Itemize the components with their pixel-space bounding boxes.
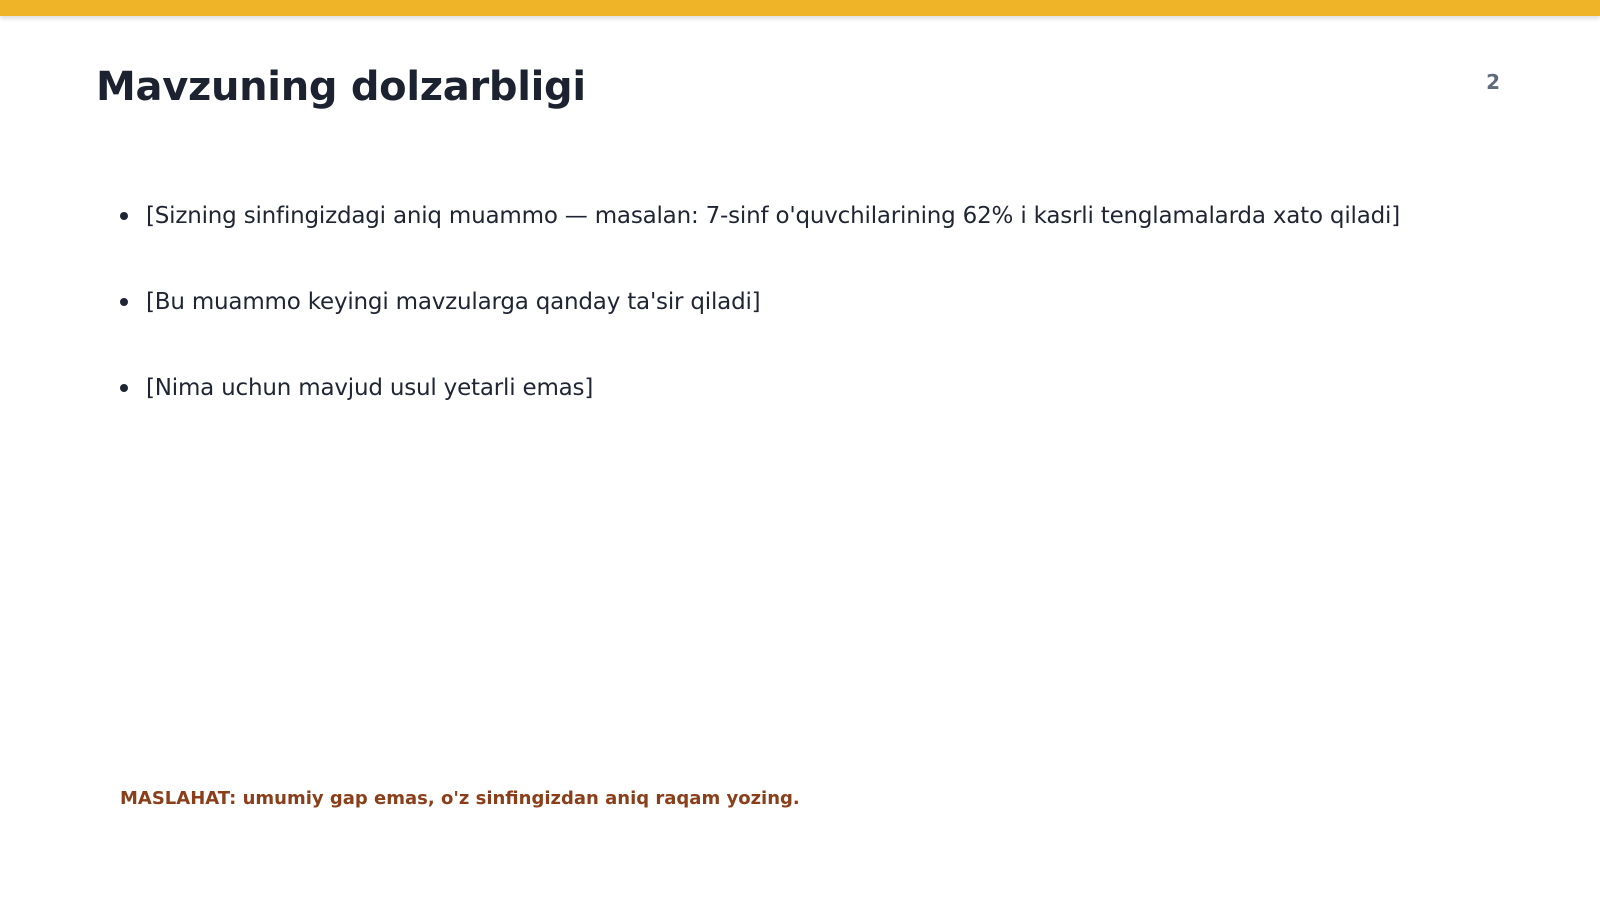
top-accent-bar <box>0 0 1600 16</box>
bullet-text: [Bu muammo keyingi mavzularga qanday ta'sir qiladi] <box>146 289 761 315</box>
bullet-item <box>120 196 1520 236</box>
bullet-text: [Sizning sinfingizdagi aniq muammo — masalan: 7-sinf o'quvchilarining 62% i kasrli tenglamalarda xato qiladi] <box>146 203 1400 229</box>
bullet-dot-icon <box>120 298 128 306</box>
bullet-dot-icon <box>120 384 128 392</box>
bullet-dot-icon <box>120 212 128 220</box>
bullet-item <box>120 282 1520 322</box>
bullet-list <box>120 196 1520 454</box>
bullet-item <box>120 368 1520 408</box>
tip-note: MASLAHAT: umumiy gap emas, o'z sinfingizdan aniq raqam yozing. <box>120 788 800 809</box>
bullet-text: [Nima uchun mavjud usul yetarli emas] <box>146 375 594 401</box>
slide-title: Mavzuning dolzarbligi <box>96 64 586 110</box>
page-number: 2 <box>1486 70 1500 94</box>
